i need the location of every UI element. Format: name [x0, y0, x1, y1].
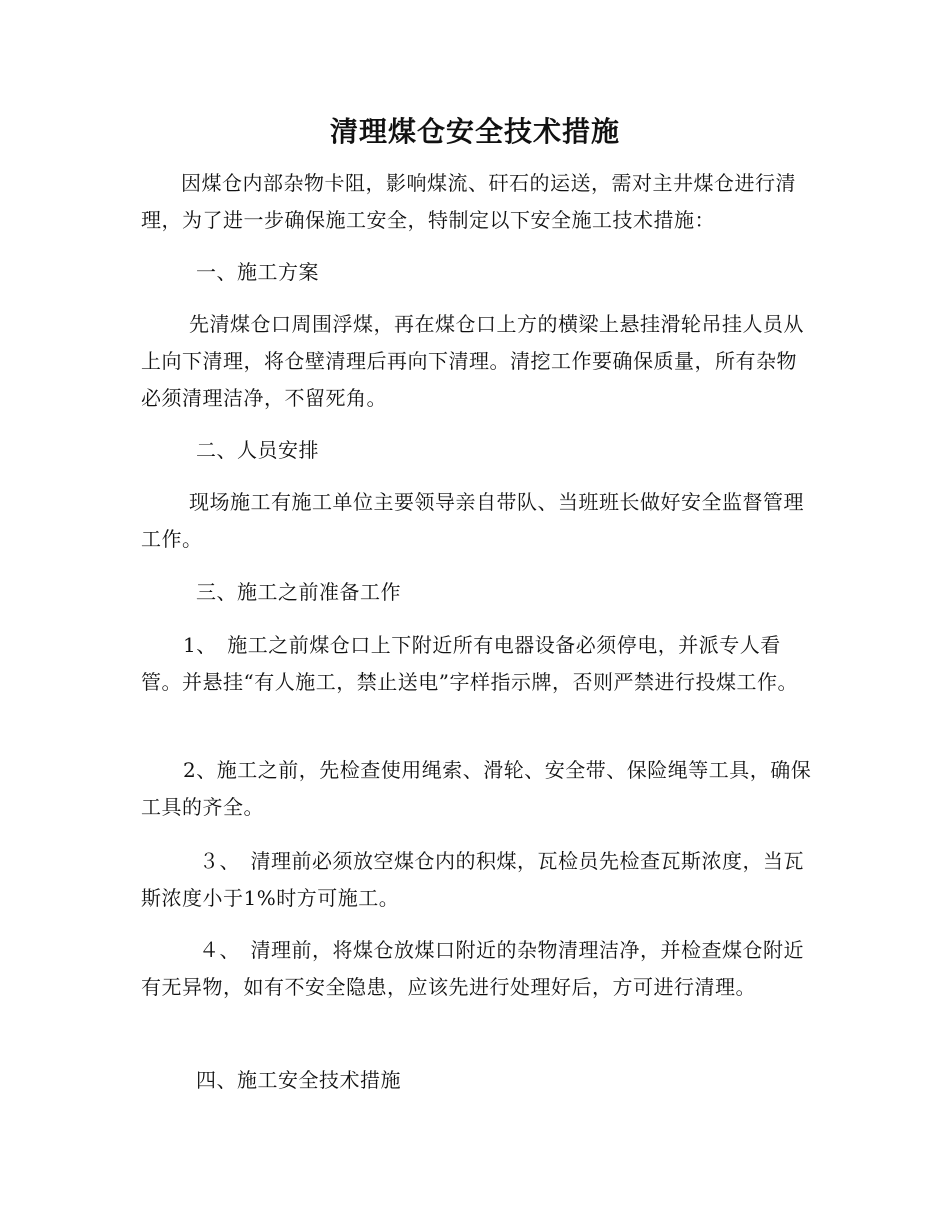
section-2-heading: 二、人员安排 — [196, 438, 319, 462]
section-4-heading: 四、施工安全技术措施 — [196, 1068, 401, 1092]
intro-paragraph: 因煤仓内部杂物卡阻，影响煤流、矸石的运送，需对主井煤仓进行清理，为了进一步确保施工安全，特制定以下安全施工技术措施： — [141, 171, 796, 232]
section-2-paragraph: 现场施工有施工单位主要领导亲自带队、当班班长做好安全监督管理工作。 — [141, 490, 804, 551]
section-3-item-4: ４、 清理前，将煤仓放煤口附近的杂物清理洁净，并检查煤仓附近有无异物，如有不安全隐患，应该先进行处理好后，方可进行清理。 — [141, 938, 804, 999]
section-1-paragraph: 先清煤仓口周围浮煤，再在煤仓口上方的横梁上悬挂滑轮吊挂人员从上向下清理，将仓壁清理后再向下清理。清挖工作要确保质量，所有杂物必须清理洁净，不留死角。 — [141, 312, 804, 410]
section-3-heading: 三、施工之前准备工作 — [196, 580, 401, 604]
section-3-item-2: 2、施工之前，先检查使用绳索、滑轮、安全带、保险绳等工具，确保工具的齐全。 — [141, 758, 812, 819]
section-3-item-1: 1、 施工之前煤仓口上下附近所有电器设备必须停电，并派专人看管。并悬挂“有人施工，禁止送电”字样指示牌，否则严禁进行投煤工作。 — [141, 633, 798, 694]
section-3-item-3: ３、 清理前必须放空煤仓内的积煤，瓦检员先检查瓦斯浓度，当瓦斯浓度小于1%时方可施工。 — [141, 849, 804, 910]
section-1-heading: 一、施工方案 — [196, 260, 319, 284]
document-title: 清理煤仓安全技术措施 — [329, 115, 620, 148]
